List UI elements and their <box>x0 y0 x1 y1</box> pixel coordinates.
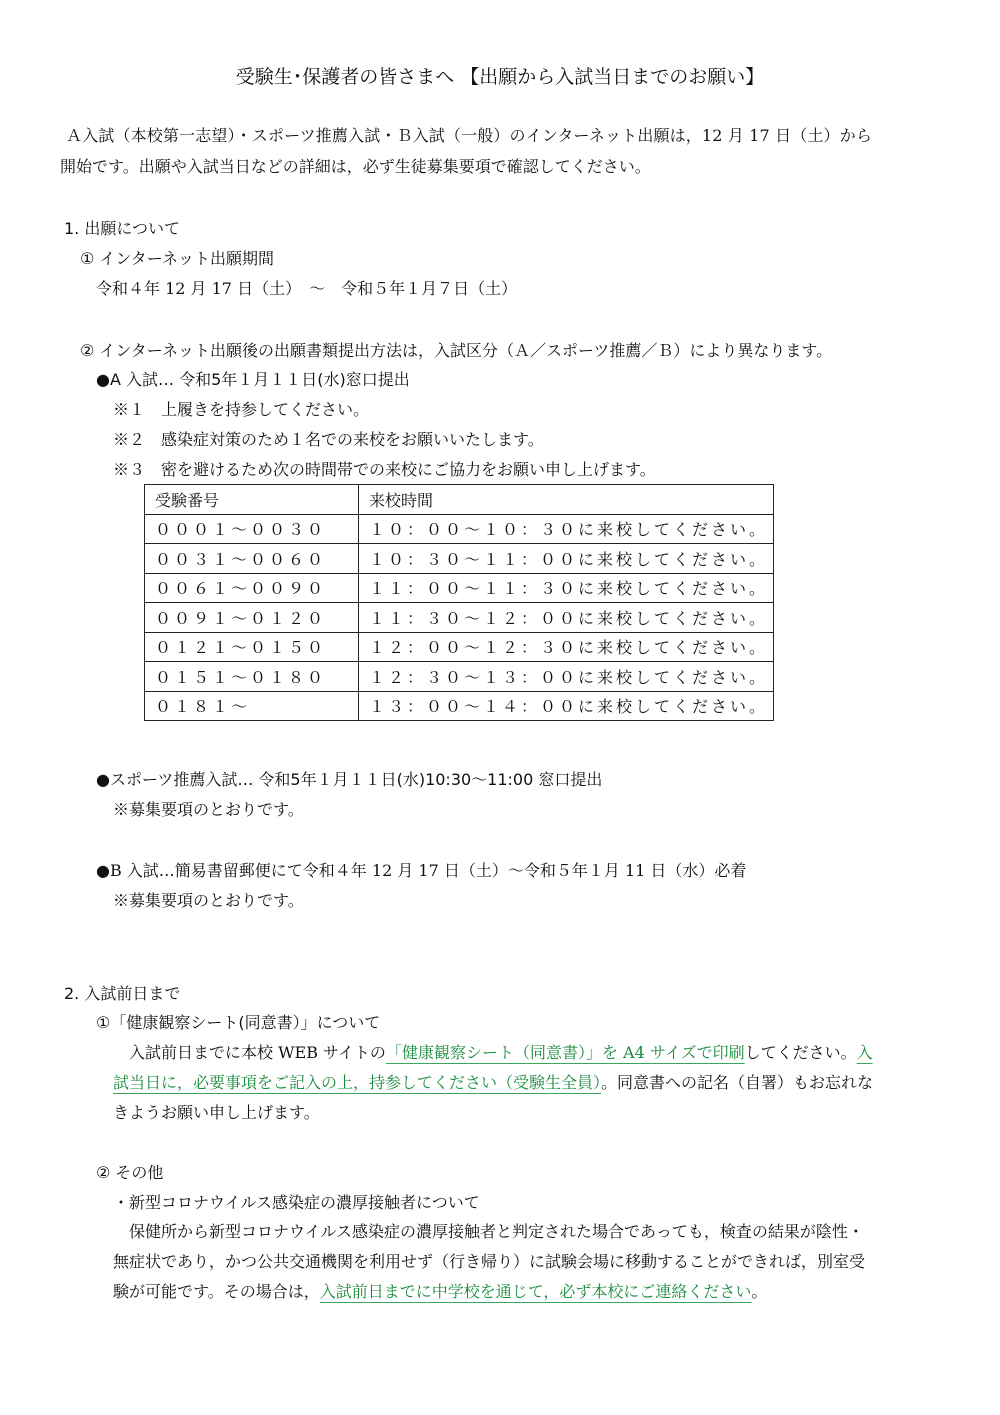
intro-line-2: 開始です。出願や入試当日などの詳細は，必ず生徒募集要項で確認してください。 <box>60 157 651 176</box>
health-sheet-line-2 <box>113 1073 873 1092</box>
section-2-item-2-heading: ② その他 <box>96 1163 164 1182</box>
exam-number-cell: ０１８１～ <box>145 691 359 721</box>
close-contact-line-3 <box>113 1282 767 1301</box>
exam-number-cell: ００９１～０１２０ <box>145 603 359 633</box>
close-contact-line-1: 保健所から新型コロナウイルス感染症の濃厚接触者と判定された場合であっても，検査の結果が陰性・ <box>113 1222 864 1241</box>
health-sheet-line-3: きようお願い申し上げます。 <box>113 1103 320 1122</box>
table-row <box>145 662 774 692</box>
section-1-item-2-heading: ② インターネット出願後の出願書類提出方法は，入試区分（Ａ／スポーツ推薦／Ｂ）により異なります。 <box>80 341 833 360</box>
a-exam-note-1: ※１ 上履きを持参してください。 <box>113 400 370 419</box>
a-exam-heading: ●A 入試… 令和5年１月１１日(水)窓口提出 <box>96 370 410 389</box>
arrival-time-cell: １１：００～１１：３０に来校してください。 <box>359 573 774 603</box>
sports-note: ※募集要項のとおりです。 <box>113 800 304 819</box>
application-period: 令和４年 12 月 17 日（土） ～ 令和５年１月７日（土） <box>96 279 518 298</box>
table-row <box>145 544 774 574</box>
close-contact-line-2: 無症状であり，かつ公共交通機関を利用せず（行き帰り）に試験会場に移動することができれば，別室受 <box>113 1252 866 1271</box>
text-span: 入試前日までに本校 WEB サイトの <box>113 1043 386 1062</box>
exam-number-cell: ００６１～００９０ <box>145 573 359 603</box>
arrival-time-cell: １２：３０～１３：００に来校してください。 <box>359 662 774 692</box>
sports-heading: ●スポーツ推薦入試… 令和5年１月１１日(水)10:30～11:00 窓口提出 <box>96 770 603 789</box>
text-span: してください。 <box>744 1043 857 1062</box>
text-span: 験が可能です。その場合は， <box>113 1282 320 1301</box>
arrival-time-cell: １０：００～１０：３０に来校してください。 <box>359 514 774 544</box>
exam-number-cell: ０００１～００３０ <box>145 514 359 544</box>
a-exam-note-3: ※３ 密を避けるため次の時間帯での来校にご協力をお願い申し上げます。 <box>113 460 656 479</box>
arrival-time-cell: １２：００～１２：３０に来校してください。 <box>359 632 774 662</box>
table-row <box>145 632 774 662</box>
health-sheet-line-1 <box>113 1043 873 1062</box>
exam-number-cell: ０１５１～０１８０ <box>145 662 359 692</box>
table-row <box>145 691 774 721</box>
text-span: 。 <box>751 1282 768 1301</box>
b-exam-heading: ●B 入試…簡易書留郵便にて令和４年 12 月 17 日（土）～令和５年１月 11 日（水）必着 <box>96 861 747 880</box>
a-exam-note-2: ※２ 感染症対策のため１名での来校をお願いいたします。 <box>113 430 544 449</box>
exam-number-cell: ０１２１～０１５０ <box>145 632 359 662</box>
section-1-item-1-heading: ① インターネット出願期間 <box>80 249 274 268</box>
highlight-print-sheet: 「健康観察シート（同意書）」を A4 サイズで印刷 <box>385 1043 745 1062</box>
table-header-cell: 受験番号 <box>145 485 359 515</box>
arrival-time-cell: １０：３０～１１：００に来校してください。 <box>359 544 774 574</box>
section-2-item-1-heading: ①「健康観察シート(同意書）」について <box>96 1013 381 1032</box>
table-header-cell: 来校時間 <box>359 485 774 515</box>
exam-number-cell: ００３１～００６０ <box>145 544 359 574</box>
b-exam-note: ※募集要項のとおりです。 <box>113 891 304 910</box>
table-row <box>145 603 774 633</box>
close-contact-subheading: ・新型コロナウイルス感染症の濃厚接触者について <box>113 1193 480 1212</box>
table-row <box>145 514 774 544</box>
table-header-row <box>145 485 774 515</box>
section-1-heading: 1. 出願について <box>64 219 181 238</box>
page-title: 受験生･保護者の皆さまへ 【出願から入試当日までのお願い】 <box>235 66 765 88</box>
highlight-bring-sheet: 試当日に，必要事項をご記入の上，持参してください（受験生全員） <box>113 1073 602 1092</box>
arrival-time-cell: １１：３０～１２：００に来校してください。 <box>359 603 774 633</box>
highlight-contact-school: 入試前日までに中学校を通じて，必ず本校にご連絡ください <box>319 1282 752 1301</box>
arrival-time-table <box>144 484 774 721</box>
intro-line-1: Ａ入試（本校第一志望）・スポーツ推薦入試・Ｂ入試（一般）のインターネット出願は，12 月 17 日（土）から <box>66 126 872 145</box>
arrival-time-cell: １３：００～１４：００に来校してください。 <box>359 691 774 721</box>
table-row <box>145 573 774 603</box>
text-span: 。同意書への記名（自署）もお忘れな <box>601 1073 874 1092</box>
section-2-heading: 2. 入試前日まで <box>64 984 181 1003</box>
highlight-bring-sheet-start: 入 <box>856 1043 873 1062</box>
